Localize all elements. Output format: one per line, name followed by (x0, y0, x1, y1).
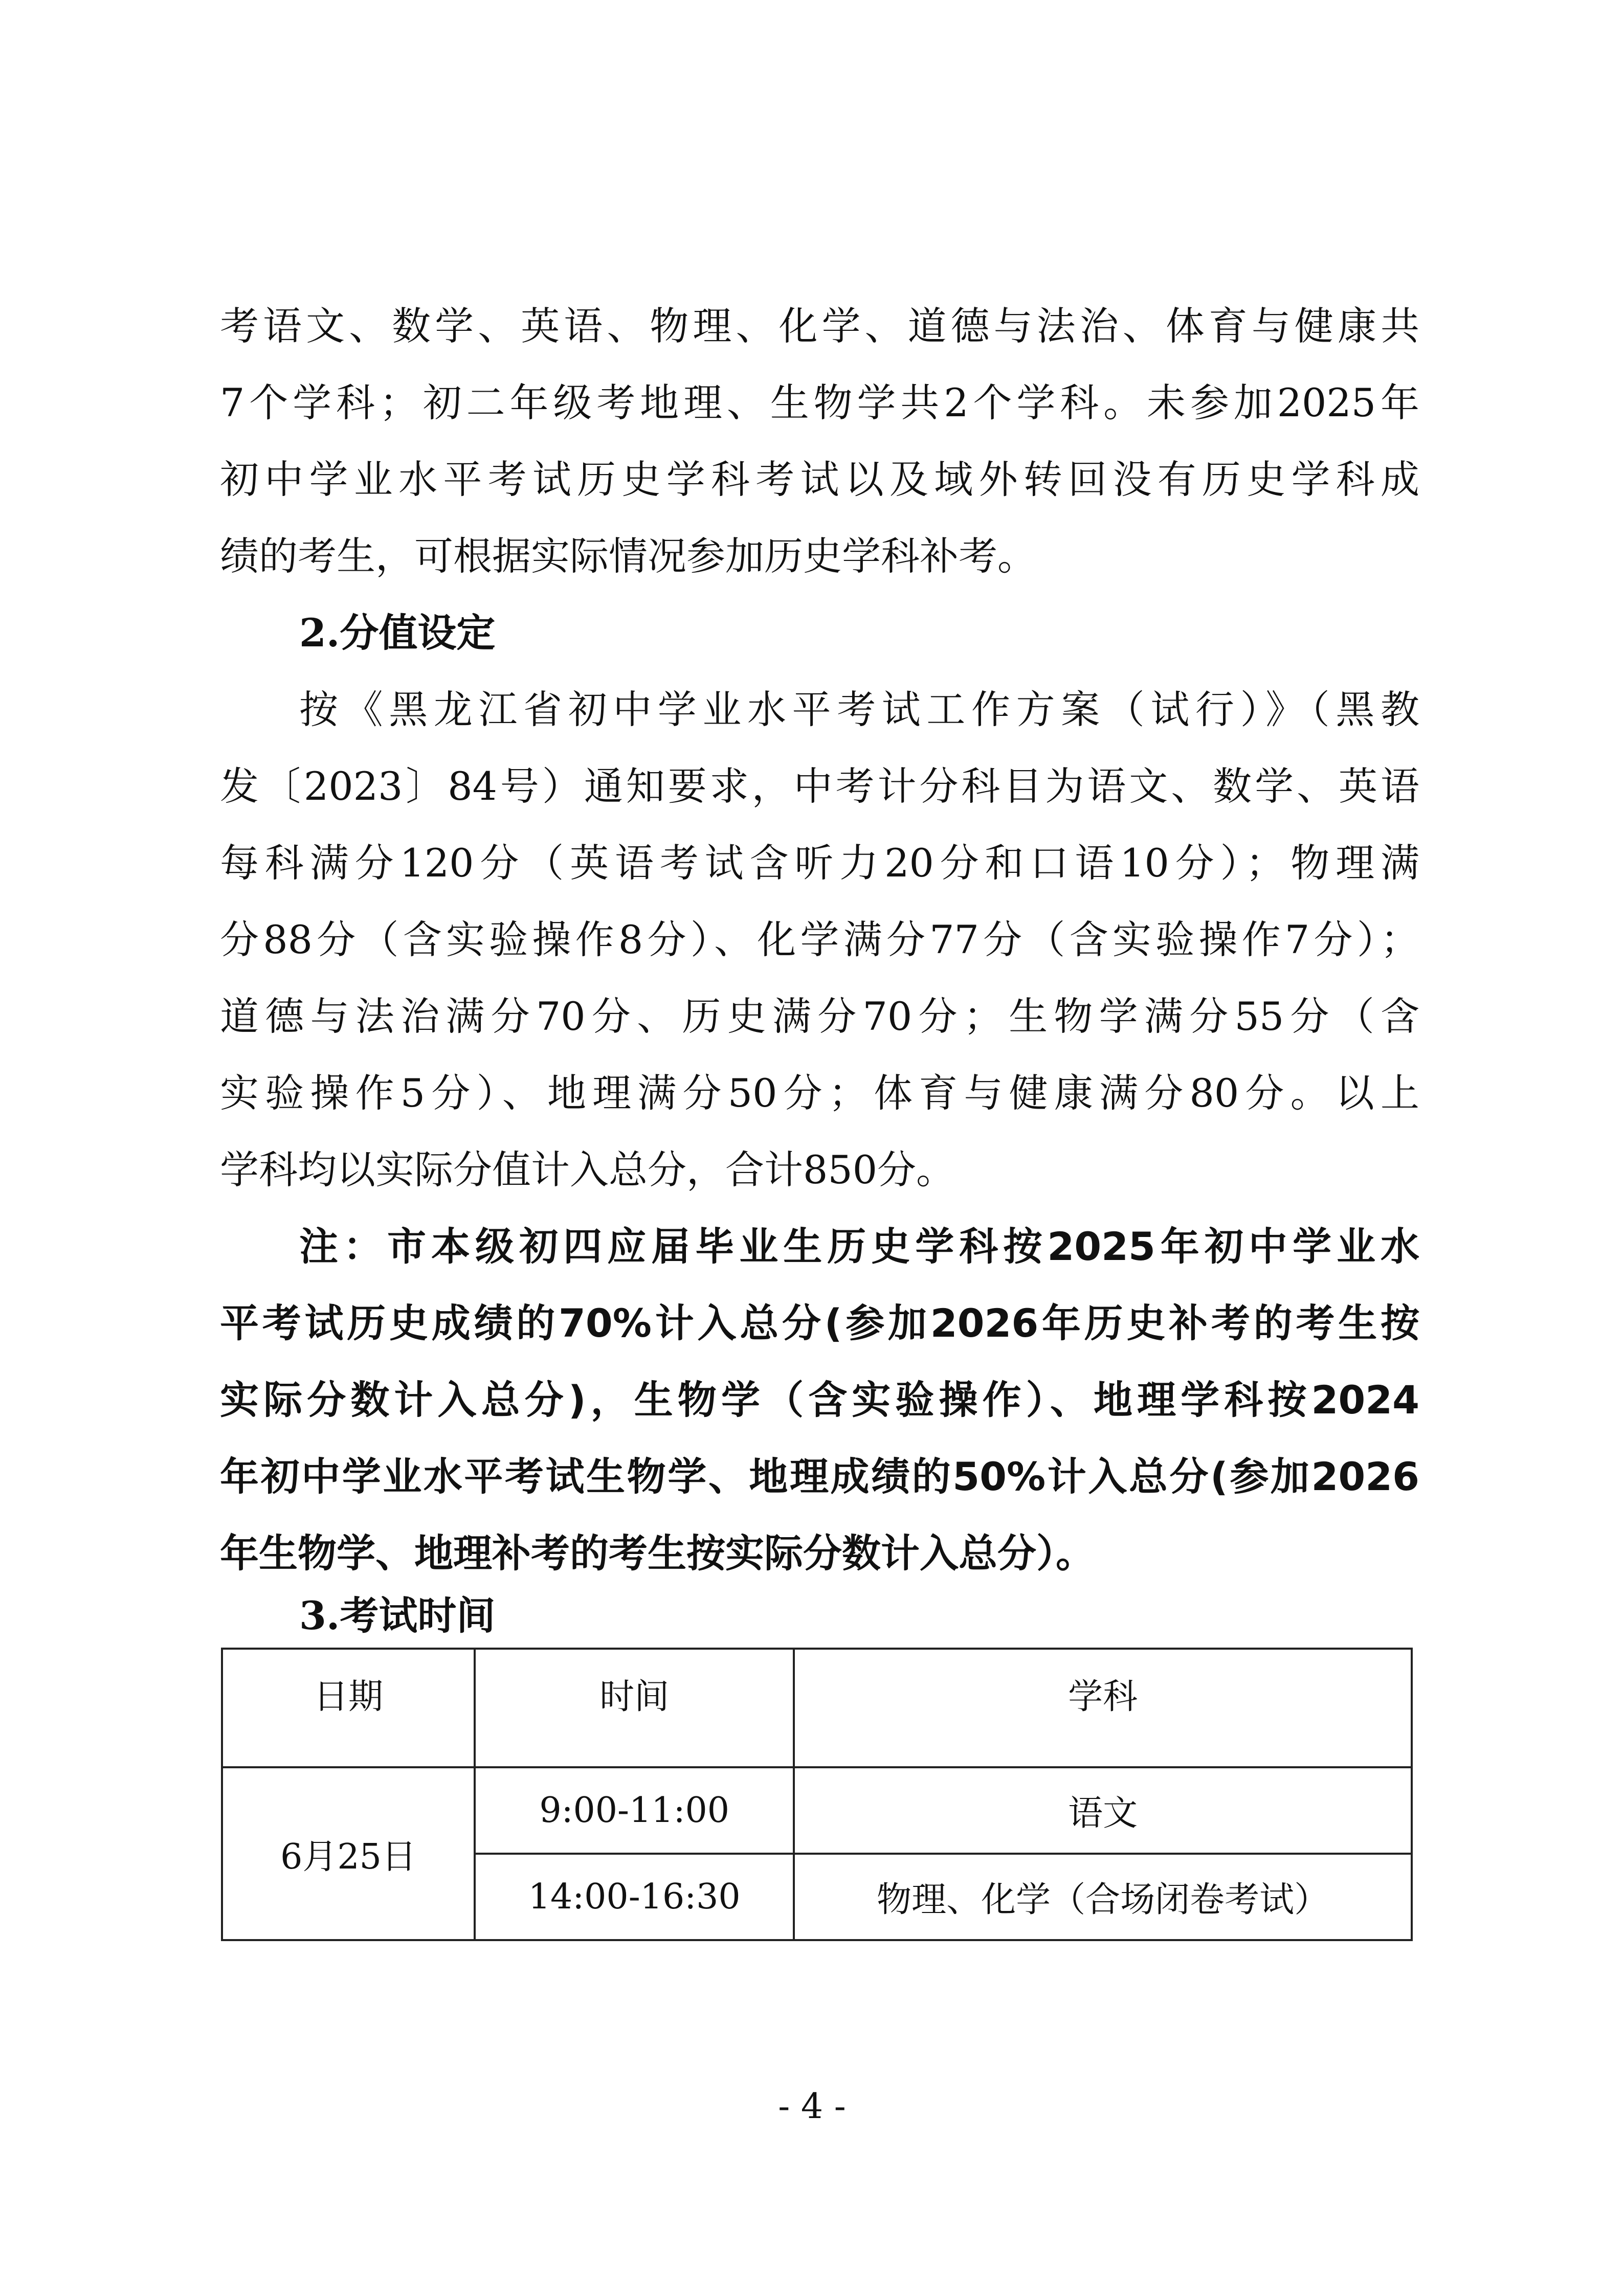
note-line: 年生物学、地理补考的考生按实际分数计入总分）。 (220, 1530, 1095, 1576)
table-header-row (222, 1649, 1412, 1767)
paragraph-line: 发〔2023〕84号）通知要求，中考计分科目为语文、数学、英语 (220, 763, 1419, 809)
paragraph-line: 学科均以实际分值计入总分，合计850分。 (220, 1147, 955, 1192)
table-cell-subject: 物理、化学（合场闭卷考试） (794, 1854, 1412, 1940)
table-cell-date: 6月25日 (222, 1767, 475, 1940)
note-line: 实际分数计入总分)，生物学（含实验操作）、地理学科按2024 (220, 1377, 1419, 1423)
table-header-time: 时间 (475, 1649, 794, 1767)
note-line: 年初中学业水平考试生物学、地理成绩的50%计入总分(参加2026 (220, 1454, 1419, 1499)
paragraph-line: 每科满分120分（英语考试含听力20分和口语10分）；物理满 (220, 840, 1419, 886)
note-line: 平考试历史成绩的70%计入总分(参加2026年历史补考的考生按 (220, 1300, 1419, 1346)
paragraph-line: 考语文、数学、英语、物理、化学、道德与法治、体育与健康共 (220, 303, 1419, 349)
section-heading-exam-time: 3.考试时间 (299, 1593, 496, 1638)
exam-schedule-table (221, 1648, 1413, 1941)
page-number: - 4 - (778, 2086, 846, 2127)
paragraph-line: 7个学科；初二年级考地理、生物学共2个学科。未参加2025年 (220, 380, 1419, 425)
paragraph-line: 分88分（含实验操作8分）、化学满分77分（含实验操作7分）； (220, 917, 1419, 962)
table-cell-time: 14:00-16:30 (475, 1854, 794, 1940)
paragraph-line: 道德与法治满分70分、历史满分70分；生物学满分55分（含 (220, 994, 1419, 1039)
table-header-subject: 学科 (794, 1649, 1412, 1767)
note-line: 注：市本级初四应届毕业生历史学科按2025年初中学业水 (299, 1224, 1419, 1269)
table-row (222, 1767, 1412, 1854)
paragraph-line: 初中学业水平考试历史学科考试以及域外转回没有历史学科成 (220, 457, 1419, 502)
table-cell-subject: 语文 (794, 1767, 1412, 1854)
paragraph-line: 按《黑龙江省初中学业水平考试工作方案（试行）》（黑教 (299, 687, 1419, 732)
section-heading-score-settings: 2.分值设定 (299, 610, 496, 656)
table-cell-time: 9:00-11:00 (475, 1767, 794, 1854)
paragraph-line: 实验操作5分）、地理满分50分；体育与健康满分80分。以上 (220, 1070, 1419, 1116)
paragraph-line: 绩的考生，可根据实际情况参加历史学科补考。 (220, 533, 1036, 579)
table-header-date: 日期 (222, 1649, 475, 1767)
